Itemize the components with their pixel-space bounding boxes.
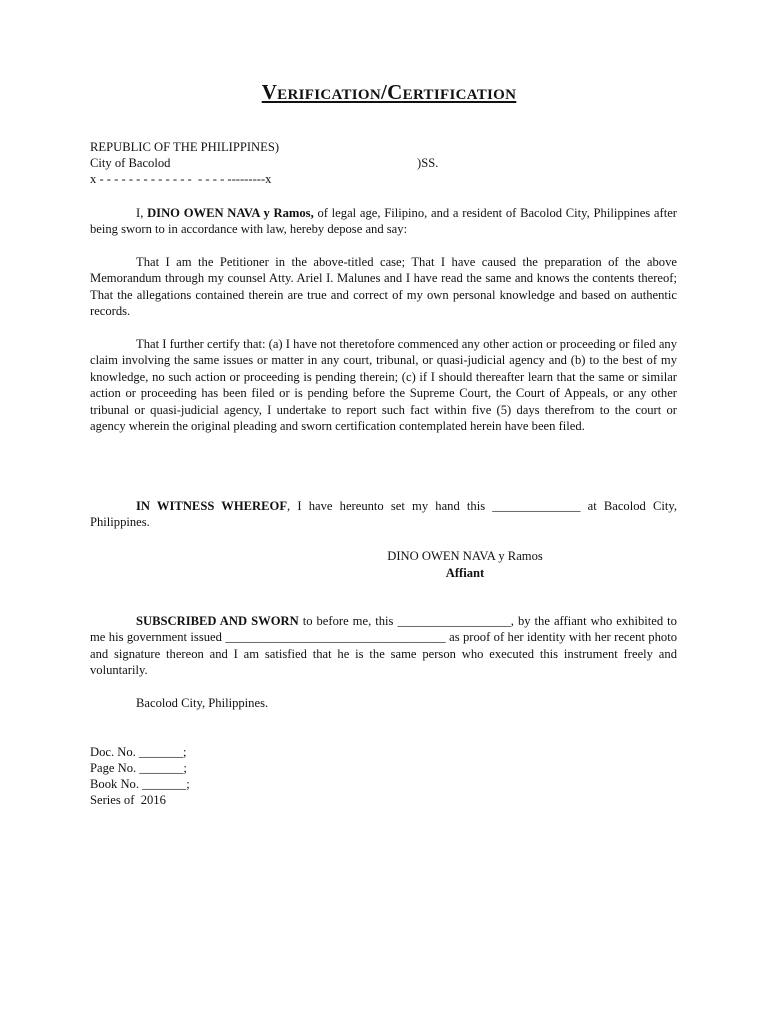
- affiant-label: Affiant: [445, 566, 485, 580]
- certification-text: That I further certify that: (a) I have not theretofore commenced any other action or proceeding or filed any claim involving the same issues or matter in any court, tribunal, or quasi-judicial agency and (b) to the best of my knowledge, no such action or proceeding is pending therein; (c) if I should thereafter learn that the same or similar action or proceeding has been filed or is pending before the Supreme Court, the Court of Appeals, or any other tribunal or quasi-judicial agency, I undertake to report such fact within five (5) days therefrom to the court or agency wherein the original pleading and sworn certification contemplated herein have been filed.: [90, 337, 677, 434]
- intro-prefix: I,: [136, 206, 148, 220]
- jurat-text-3: as proof of her identity with her recent photo and signature thereon and I am satisfied that he is the same person who executed this instrument freely and voluntarily.: [90, 630, 677, 678]
- jurat-text-2: , by the affiant who exhibited to me his government issued: [90, 614, 677, 645]
- doc-no: Doc. No. _______;: [90, 745, 187, 759]
- page-no: Page No. _______;: [90, 761, 187, 775]
- venue-ss: )SS.: [417, 156, 439, 170]
- venue-block: [90, 139, 490, 187]
- jurat-text-1: to before me, this: [298, 614, 398, 628]
- jurat-heading: SUBSCRIBED AND SWORN: [136, 614, 299, 628]
- intro-text: of legal age, Filipino, and a resident of Bacolod City, Philippines after being sworn to in accordance with law, hereby depose and say:: [90, 206, 677, 237]
- witness-text-2: at Bacolod City, Philippines.: [90, 499, 678, 530]
- document-title: Verification/Certification: [261, 80, 517, 104]
- jurat-id-blank: ___________________________________: [225, 630, 446, 645]
- paragraph-affiant-intro: [90, 205, 677, 238]
- witness-date-blank: ______________: [492, 499, 581, 513]
- jurat-date-blank: __________________: [397, 614, 511, 628]
- witness-text-1: , I have hereunto set my hand this: [287, 499, 493, 513]
- paragraph-jurat: [90, 613, 677, 679]
- paragraph-witness: [90, 498, 677, 531]
- affiant-name-inline: DINO OWEN NAVA y Ramos,: [147, 206, 314, 220]
- paragraph-certification: [90, 336, 677, 434]
- petitioner-text: That I am the Petitioner in the above-titled case; That I have caused the preparation of the above Memorandum through my counsel Atty. Ariel I. Malunes and I have read the same and knows the contents thereof; That the allegations contained therein are true and correct of my own personal knowledge and based on authentic records.: [90, 255, 677, 319]
- notarial-register: [90, 744, 190, 808]
- series-of: Series of 2016: [90, 793, 166, 807]
- witness-heading: IN WITNESS WHEREOF: [136, 499, 288, 513]
- book-no: Book No. _______;: [90, 777, 190, 791]
- venue-separator: x - - - - - - - - - - - - - - - - - ---------x: [90, 172, 272, 186]
- affiant-name: DINO OWEN NAVA y Ramos: [387, 549, 543, 563]
- jurat-place: Bacolod City, Philippines.: [136, 696, 269, 710]
- venue-republic: REPUBLIC OF THE PHILIPPINES): [90, 140, 280, 154]
- paragraph-petitioner: [90, 254, 677, 320]
- venue-city-line: [90, 155, 490, 171]
- affiant-signature-block: [340, 548, 590, 582]
- venue-city: City of Bacolod: [90, 156, 171, 170]
